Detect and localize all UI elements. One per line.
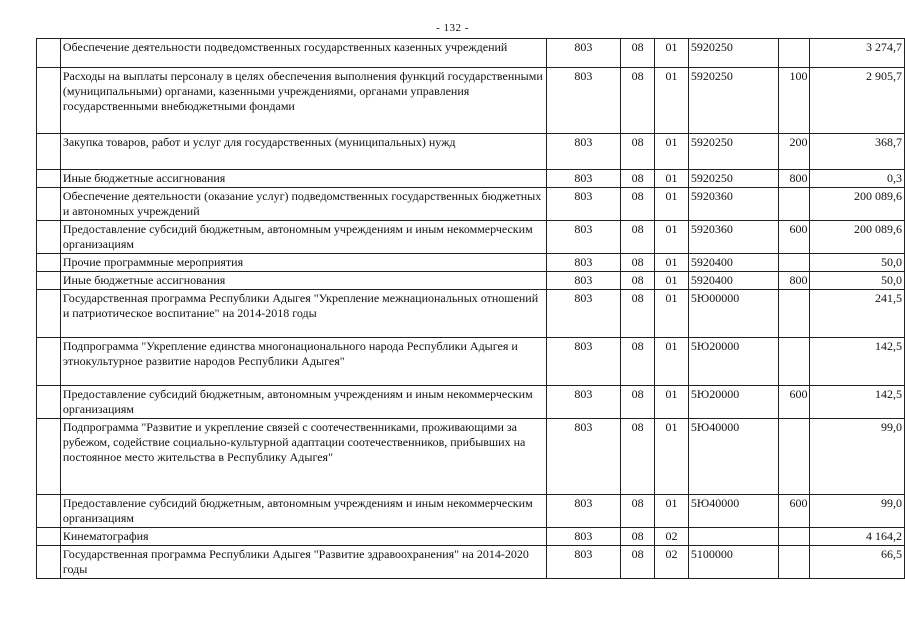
target-article-cell — [688, 528, 778, 546]
amount-cell: 2 905,7 — [810, 68, 905, 134]
amount-cell: 368,7 — [810, 134, 905, 170]
table-row — [37, 221, 905, 254]
row-number-cell — [37, 68, 61, 134]
table-row — [37, 272, 905, 290]
table-row — [37, 170, 905, 188]
amount-cell: 241,5 — [810, 290, 905, 338]
expense-type-cell: 600 — [778, 386, 810, 419]
table-row — [37, 386, 905, 419]
ministry-code-cell: 803 — [546, 495, 621, 528]
ministry-code-cell: 803 — [546, 528, 621, 546]
amount-cell: 200 089,6 — [810, 188, 905, 221]
table-row — [37, 68, 905, 134]
amount-cell: 3 274,7 — [810, 39, 905, 68]
section-cell: 08 — [621, 419, 655, 495]
amount-cell: 50,0 — [810, 254, 905, 272]
table-row — [37, 39, 905, 68]
section-cell: 08 — [621, 188, 655, 221]
target-article-cell: 5Ю40000 — [688, 419, 778, 495]
item-name-cell: Государственная программа Республики Адыгея "Укрепление межнациональных отношений и патриотическое воспитание" на 2014-2018 годы — [60, 290, 546, 338]
expense-type-cell: 800 — [778, 170, 810, 188]
expense-type-cell — [778, 419, 810, 495]
section-cell: 08 — [621, 495, 655, 528]
expense-type-cell — [778, 528, 810, 546]
subsection-cell: 01 — [655, 419, 689, 495]
item-name-cell: Закупка товаров, работ и услуг для государственных (муниципальных) нужд — [60, 134, 546, 170]
section-cell: 08 — [621, 39, 655, 68]
table-row — [37, 528, 905, 546]
amount-cell: 4 164,2 — [810, 528, 905, 546]
ministry-code-cell: 803 — [546, 188, 621, 221]
item-name-cell: Предоставление субсидий бюджетным, автономным учреждениям и иным некоммерческим организациям — [60, 221, 546, 254]
target-article-cell: 5100000 — [688, 546, 778, 579]
subsection-cell: 02 — [655, 546, 689, 579]
row-number-cell — [37, 272, 61, 290]
section-cell: 08 — [621, 134, 655, 170]
row-number-cell — [37, 170, 61, 188]
item-name-cell: Обеспечение деятельности подведомственных государственных казенных учреждений — [60, 39, 546, 68]
target-article-cell: 5920250 — [688, 68, 778, 134]
target-article-cell: 5920400 — [688, 254, 778, 272]
target-article-cell: 5920250 — [688, 39, 778, 68]
section-cell: 08 — [621, 254, 655, 272]
ministry-code-cell: 803 — [546, 386, 621, 419]
item-name-cell: Подпрограмма "Укрепление единства многонационального народа Республики Адыгея и этнокультурное развитие народов Республики Адыгея" — [60, 338, 546, 386]
item-name-cell: Государственная программа Республики Адыгея "Развитие здравоохранения" на 2014-2020 годы — [60, 546, 546, 579]
expense-type-cell — [778, 338, 810, 386]
ministry-code-cell: 803 — [546, 134, 621, 170]
item-name-cell: Предоставление субсидий бюджетным, автономным учреждениям и иным некоммерческим организациям — [60, 495, 546, 528]
ministry-code-cell: 803 — [546, 272, 621, 290]
amount-cell: 99,0 — [810, 495, 905, 528]
subsection-cell: 01 — [655, 221, 689, 254]
table-row — [37, 546, 905, 579]
subsection-cell: 01 — [655, 39, 689, 68]
expense-type-cell — [778, 254, 810, 272]
target-article-cell: 5Ю00000 — [688, 290, 778, 338]
subsection-cell: 01 — [655, 290, 689, 338]
section-cell: 08 — [621, 221, 655, 254]
page-number: - 132 - — [436, 22, 469, 34]
row-number-cell — [37, 290, 61, 338]
amount-cell: 142,5 — [810, 338, 905, 386]
row-number-cell — [37, 386, 61, 419]
section-cell: 08 — [621, 170, 655, 188]
target-article-cell: 5920360 — [688, 221, 778, 254]
section-cell: 08 — [621, 272, 655, 290]
subsection-cell: 01 — [655, 170, 689, 188]
amount-cell: 200 089,6 — [810, 221, 905, 254]
expense-type-cell — [778, 39, 810, 68]
table-row — [37, 188, 905, 221]
ministry-code-cell: 803 — [546, 170, 621, 188]
item-name-cell: Иные бюджетные ассигнования — [60, 170, 546, 188]
item-name-cell: Расходы на выплаты персоналу в целях обеспечения выполнения функций государственными (муниципальными) органами, казенными учреждениями, органами управления государственными внебюджетными фондами — [60, 68, 546, 134]
subsection-cell: 02 — [655, 528, 689, 546]
target-article-cell: 5Ю40000 — [688, 495, 778, 528]
row-number-cell — [37, 338, 61, 386]
expense-type-cell: 600 — [778, 495, 810, 528]
target-article-cell: 5920400 — [688, 272, 778, 290]
subsection-cell: 01 — [655, 134, 689, 170]
subsection-cell: 01 — [655, 272, 689, 290]
ministry-code-cell: 803 — [546, 68, 621, 134]
row-number-cell — [37, 188, 61, 221]
ministry-code-cell: 803 — [546, 39, 621, 68]
row-number-cell — [37, 39, 61, 68]
item-name-cell: Обеспечение деятельности (оказание услуг) подведомственных государственных бюджетных и автономных учреждений — [60, 188, 546, 221]
target-article-cell: 5920360 — [688, 188, 778, 221]
section-cell: 08 — [621, 338, 655, 386]
ministry-code-cell: 803 — [546, 290, 621, 338]
table-row — [37, 495, 905, 528]
target-article-cell: 5Ю20000 — [688, 338, 778, 386]
expense-type-cell: 200 — [778, 134, 810, 170]
row-number-cell — [37, 221, 61, 254]
section-cell: 08 — [621, 546, 655, 579]
expense-type-cell — [778, 188, 810, 221]
target-article-cell: 5920250 — [688, 170, 778, 188]
table-row — [37, 419, 905, 495]
table-row — [37, 338, 905, 386]
section-cell: 08 — [621, 386, 655, 419]
section-cell: 08 — [621, 290, 655, 338]
amount-cell: 66,5 — [810, 546, 905, 579]
expense-type-cell — [778, 546, 810, 579]
expense-type-cell — [778, 290, 810, 338]
expense-type-cell: 600 — [778, 221, 810, 254]
subsection-cell: 01 — [655, 495, 689, 528]
row-number-cell — [37, 528, 61, 546]
item-name-cell: Иные бюджетные ассигнования — [60, 272, 546, 290]
subsection-cell: 01 — [655, 68, 689, 134]
target-article-cell: 5920250 — [688, 134, 778, 170]
target-article-cell: 5Ю20000 — [688, 386, 778, 419]
table-row — [37, 254, 905, 272]
section-cell: 08 — [621, 528, 655, 546]
expense-type-cell: 800 — [778, 272, 810, 290]
expense-type-cell: 100 — [778, 68, 810, 134]
amount-cell: 0,3 — [810, 170, 905, 188]
budget-table-body — [37, 39, 905, 579]
row-number-cell — [37, 134, 61, 170]
item-name-cell: Прочие программные мероприятия — [60, 254, 546, 272]
ministry-code-cell: 803 — [546, 254, 621, 272]
ministry-code-cell: 803 — [546, 221, 621, 254]
table-row — [37, 290, 905, 338]
row-number-cell — [37, 419, 61, 495]
amount-cell: 99,0 — [810, 419, 905, 495]
ministry-code-cell: 803 — [546, 546, 621, 579]
section-cell: 08 — [621, 68, 655, 134]
item-name-cell: Предоставление субсидий бюджетным, автономным учреждениям и иным некоммерческим организациям — [60, 386, 546, 419]
ministry-code-cell: 803 — [546, 419, 621, 495]
row-number-cell — [37, 546, 61, 579]
amount-cell: 50,0 — [810, 272, 905, 290]
table-row — [37, 134, 905, 170]
row-number-cell — [37, 495, 61, 528]
row-number-cell — [37, 254, 61, 272]
budget-table — [36, 38, 905, 579]
subsection-cell: 01 — [655, 188, 689, 221]
item-name-cell: Подпрограмма "Развитие и укрепление связей с соотечественниками, проживающими за рубежом, содействие социально-культурной адаптации соотечественников, прибывших на постоянное место жительства в Республику Адыгея" — [60, 419, 546, 495]
subsection-cell: 01 — [655, 254, 689, 272]
subsection-cell: 01 — [655, 386, 689, 419]
item-name-cell: Кинематография — [60, 528, 546, 546]
ministry-code-cell: 803 — [546, 338, 621, 386]
subsection-cell: 01 — [655, 338, 689, 386]
amount-cell: 142,5 — [810, 386, 905, 419]
